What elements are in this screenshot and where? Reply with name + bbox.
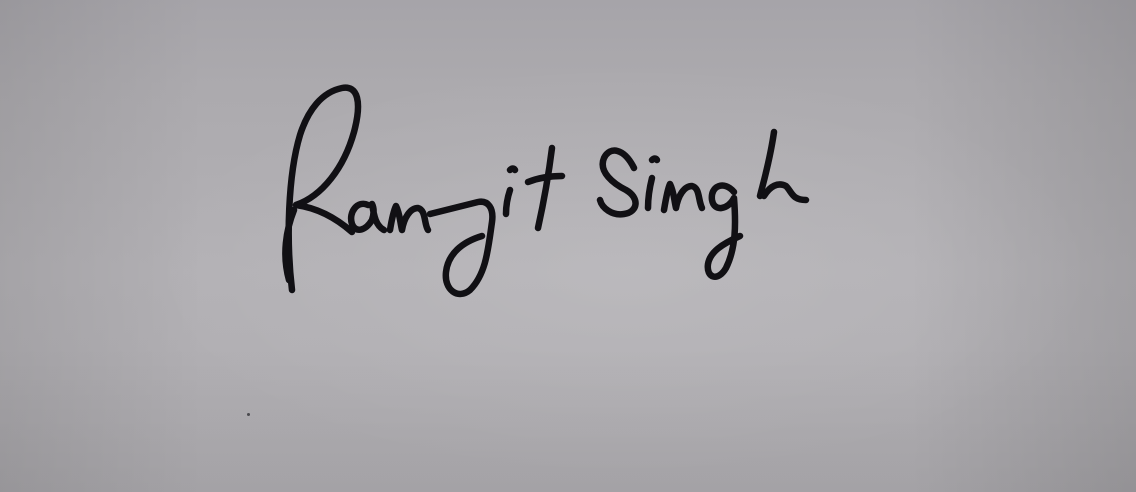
paper-speck: [247, 413, 250, 416]
